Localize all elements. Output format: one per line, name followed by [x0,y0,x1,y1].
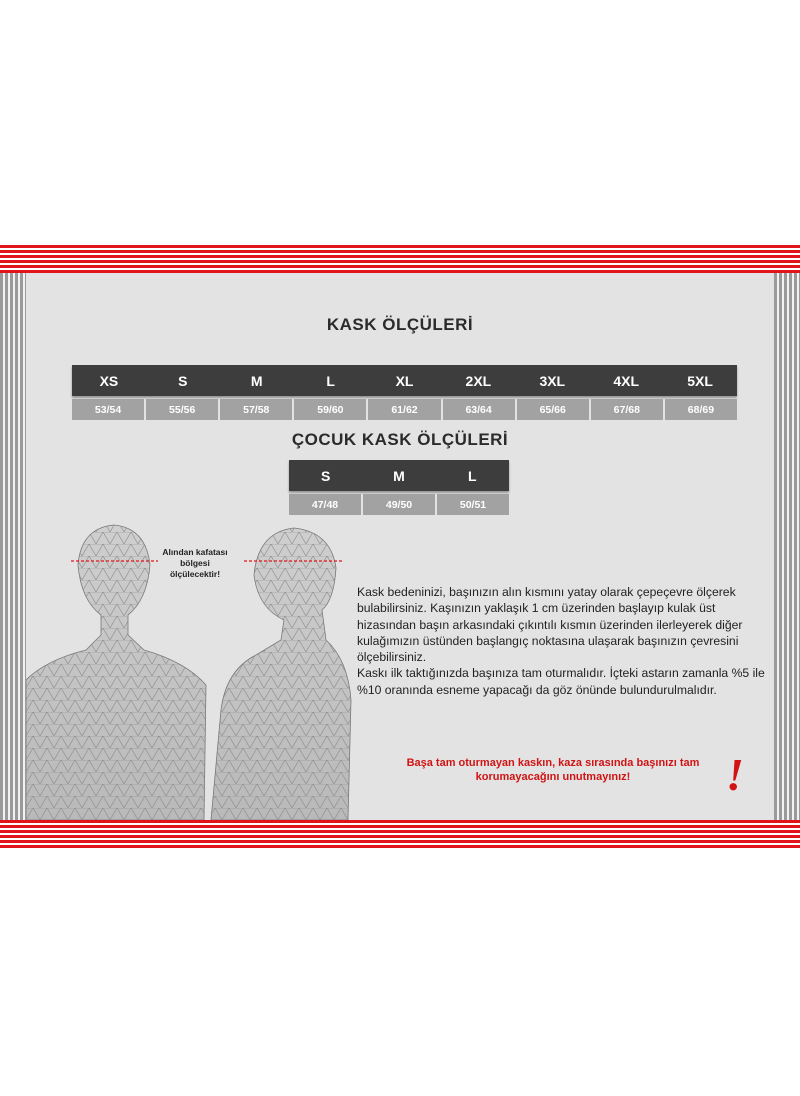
adult-chart-title: KASK ÖLÇÜLERİ [326,315,474,334]
instructions-paragraph: Kask bedeninizi, başınızın alın kısmını yatay olarak çepeçevre ölçerek bulabilirsiniz. Kaşınızın yaklaşık 1 cm üzerinden başlayıp kulak üst hizasından başın arkasındaki çıkıntılı kısmın üzerinden ilerleyerek diğer kulağımızın üstünden başlangıç noktasına ulaşarak başınızın çevresini ölçebilirsiniz. [357,585,743,665]
child-measure-cell: 50/51 [437,494,509,515]
adult-size-cell: L [326,372,335,389]
instructions-paragraph: Kaskı ilk taktığınızda başınıza tam oturmalıdır. İçteki astarın zamanla %5 ile %10 oranında esneme yapacağı da göz önünde bulundurulmalıdır. [357,666,765,697]
child-measure-row [289,494,509,515]
adult-size-bar [72,365,737,396]
adult-size-cell: XL [395,372,414,389]
adult-measure-cell: 57/58 [220,399,292,420]
adult-measure-cell: 61/62 [368,399,440,420]
adult-measure-cell: 59/60 [294,399,366,420]
left-gray-stripes [0,273,26,823]
adult-size-cell: 4XL [613,372,640,389]
warning-line: korumayacağını unutmayınız! [475,771,631,783]
right-gray-stripes [774,273,800,823]
child-chart-title: ÇOCUK KASK ÖLÇÜLERİ [291,430,509,449]
callout-line: Alından kafatası [162,547,228,557]
adult-size-cell: 2XL [465,372,492,389]
callout-line: bölgesi [180,558,210,568]
adult-size-cell: XS [99,372,119,389]
child-measure-cell: 47/48 [289,494,361,515]
adult-measure-cell: 63/64 [443,399,515,420]
adult-measure-cell: 65/66 [517,399,589,420]
child-size-cell: M [393,467,405,484]
child-size-cell: S [320,467,331,484]
top-red-stripes [0,245,800,275]
adult-size-cell: 5XL [687,372,713,389]
measure-callout [150,547,240,580]
child-size-cell: L [468,467,477,484]
child-size-bar [289,460,509,491]
exclamation-icon: ! [726,749,744,800]
adult-measure-cell: 67/68 [591,399,663,420]
callout-line: ölçülecektir! [169,569,221,579]
warning-line: Başa tam oturmayan kaskın, kaza sırasında başınızı tam [406,757,700,769]
adult-size-cell: M [250,372,263,389]
adult-measure-cell: 68/69 [665,399,737,420]
adult-size-cell: S [178,372,188,389]
adult-measure-cell: 53/54 [72,399,144,420]
safety-warning [358,756,748,784]
adult-measure-row [72,399,737,420]
child-measure-cell: 49/50 [363,494,435,515]
adult-measure-cell: 55/56 [146,399,218,420]
bottom-red-stripes [0,820,800,850]
adult-size-cell: 3XL [539,372,566,389]
measurement-instructions [357,584,777,698]
